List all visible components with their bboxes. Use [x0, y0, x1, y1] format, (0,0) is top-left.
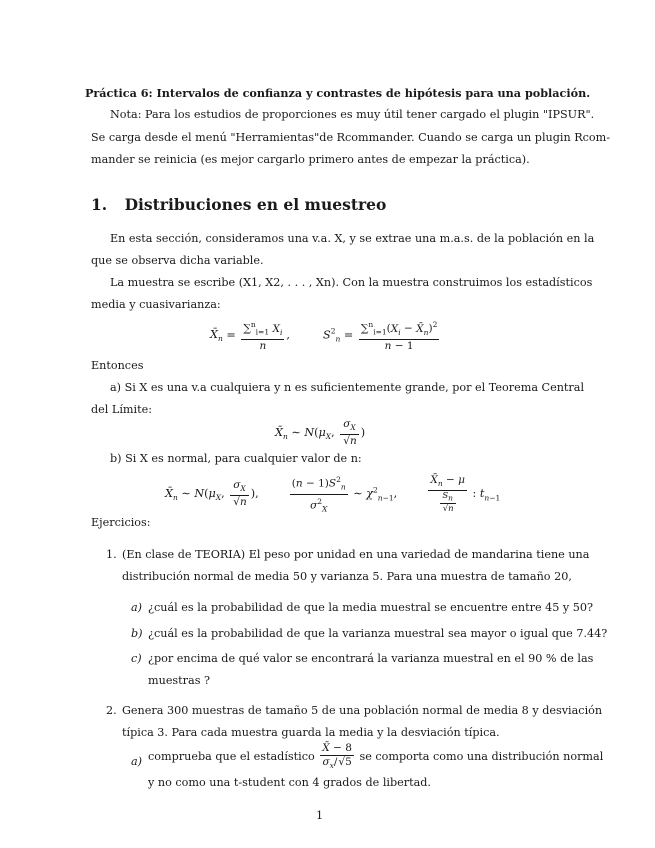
exercise-2a-text: comprueba que el estadístico $\frac{X̄ - 8}{\sigma_x/√5}$ se comporta como una distribución normal: [148, 742, 604, 771]
formula-normal-case: $X̄_n$ ∼ $N(\mu_X$, $\frac{\sigma_X}{√n}$ ), $\frac{(n - 1)S^2_n}{\sigma^2_X}$ ∼ $\chi^2_{n-1}$, $\frac{X̄_n - \mu}{\frac{S_n}{√n}}$ : $t_{n-1}$: [165, 473, 501, 515]
intro-line-1: En esta sección, consideramos una v.a. X, y se extrae una m.a.s. de la población en la: [110, 232, 595, 245]
section-number: 1.: [91, 195, 108, 214]
page-number: 1: [316, 809, 324, 822]
exercise-1-line-1: (En clase de TEORIA) El peso por unidad en una variedad de mandarina tiene una: [122, 548, 590, 561]
formula-clt: $X̄_n$ ∼ $N(\mu_X$, $\frac{\sigma_X}{√n}$ ): [275, 418, 366, 448]
exercise-1b-label: b): [131, 627, 143, 640]
nota-line-2: Se carga desde el menú "Herramientas"de Rcommander. Cuando se carga un plugin Rcom-: [91, 131, 611, 144]
exercise-2a-pre: comprueba que el estadístico: [148, 750, 315, 764]
muestra-line-2: media y cuasivarianza:: [91, 298, 221, 311]
exercise-2a-post: se comporta como una distribución normal: [359, 750, 604, 764]
case-a-line-1: a) Si X es una v.a cualquiera y n es suficientemente grande, por el Teorema Central: [110, 381, 585, 394]
case-b-line: b) Si X es normal, para cualquier valor de n:: [110, 452, 362, 465]
exercise-1c-text-1: ¿por encima de qué valor se encontrará la varianza muestral en el 90 % de las: [148, 652, 594, 665]
formula-mean-variance: $X̄_n$ = $\frac{\sum^n_{i=1} X_i}{n}$ , $S^2_n$ = $\frac{\sum^n_{i=1}(X_i - X̄_n)^2}{n - 1}$: [210, 320, 438, 352]
exercise-1c-text-2: muestras ?: [148, 674, 210, 687]
exercise-1c-label: c): [131, 652, 142, 665]
ejercicios-label: Ejercicios:: [91, 516, 151, 529]
exercise-1a-label: a): [131, 601, 143, 614]
intro-line-2: que se observa dicha variable.: [91, 254, 264, 267]
exercise-2-line-2: típica 3. Para cada muestra guarda la media y la desviación típica.: [122, 726, 500, 739]
exercise-1-number: 1.: [106, 548, 117, 561]
exercise-1b-text: ¿cuál es la probabilidad de que la varianza muestral sea mayor o igual que 7.44?: [148, 627, 608, 640]
section-heading: [91, 195, 386, 214]
exercise-2-line-1: Genera 300 muestras de tamaño 5 de una población normal de media 8 y desviación: [122, 704, 603, 717]
exercise-1-line-2: distribución normal de media 50 y varianza 5. Para una muestra de tamaño 20,: [122, 570, 572, 583]
entonces-label: Entonces: [91, 359, 144, 372]
section-title: Distribuciones en el muestreo: [124, 195, 387, 214]
practice-title: Práctica 6: Intervalos de confianza y contrastes de hipótesis para una población.: [85, 86, 591, 100]
nota-line-3: mander se reinicia (es mejor cargarlo primero antes de empezar la práctica).: [91, 153, 530, 166]
exercise-2-number: 2.: [106, 704, 117, 717]
exercise-2a-line-2: y no como una t-student con 4 grados de libertad.: [148, 776, 431, 789]
nota-line-1: Nota: Para los estudios de proporciones es muy útil tener cargado el plugin "IPSUR".: [110, 108, 595, 121]
exercise-1a-text: ¿cuál es la probabilidad de que la media muestral se encuentre entre 45 y 50?: [148, 601, 594, 614]
case-a-line-2: del Límite:: [91, 403, 152, 416]
exercise-2a-label: a): [131, 755, 143, 768]
muestra-line-1: La muestra se escribe (X1, X2, . . . , Xn). Con la muestra construimos los estadísticos: [110, 276, 593, 289]
